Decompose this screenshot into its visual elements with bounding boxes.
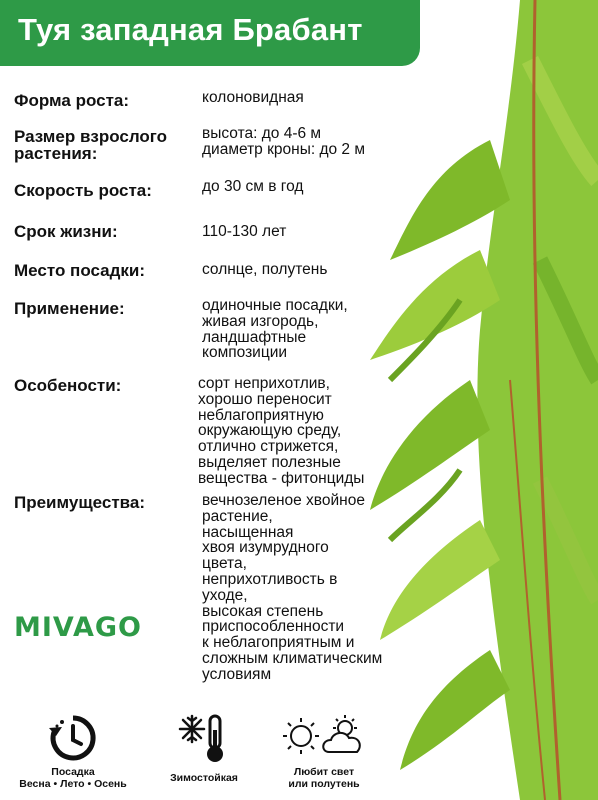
spec-value: солнце, полутень [202,261,328,278]
clock-icon [47,712,99,764]
spec-label: Размер взрослого растения: [14,127,168,163]
frost-thermometer-icon [178,712,230,764]
spec-value: сорт неприхотлив, хорошо переносит неблагоприятную окружающую среду, отлично стрижется, выделяет полезные вещества - фитонциды [198,375,365,487]
feature-planting [2,712,144,790]
feature-title: Зимостойкая [170,772,238,784]
spec-label: Место посадки: [14,261,146,280]
spec-value: 110-130 лет [202,223,287,240]
spec-label: Форма роста: [14,91,130,110]
page-title: Туя западная Брабант [18,12,363,47]
spec-label: Срок жизни: [14,222,118,241]
feature-light [272,712,376,790]
spec-label: Скорость роста: [14,181,152,200]
spec-label: Особености: [14,376,122,395]
spec-label: Применение: [14,299,125,318]
title-banner [0,0,420,66]
spec-label: Преимущества: [14,493,146,512]
feature-title: Посадка [51,766,95,778]
spec-value: высота: до 4-6 м диаметр кроны: до 2 м [202,125,365,158]
spec-value: одиночные посадки, живая изгородь, ландшафтные композиции [202,297,348,362]
feature-subtitle: или полутень [288,778,360,790]
feature-subtitle: Весна • Лето • Осень [19,778,127,790]
sun-cloud-icon [279,712,369,760]
brand-logo: MIVAGO [14,612,142,643]
spec-value: до 30 см в год [202,178,304,195]
feature-title: Любит свет [293,766,355,778]
feature-frost [158,712,250,784]
spec-value: колоновидная [202,89,304,106]
spec-value: вечнозеленое хвойное растение, насыщенная хвоя изумрудного цвета, неприхотливость в уходе, высокая степень приспособленности к неблагоприятным и сложным климатическим условиям [202,492,383,683]
